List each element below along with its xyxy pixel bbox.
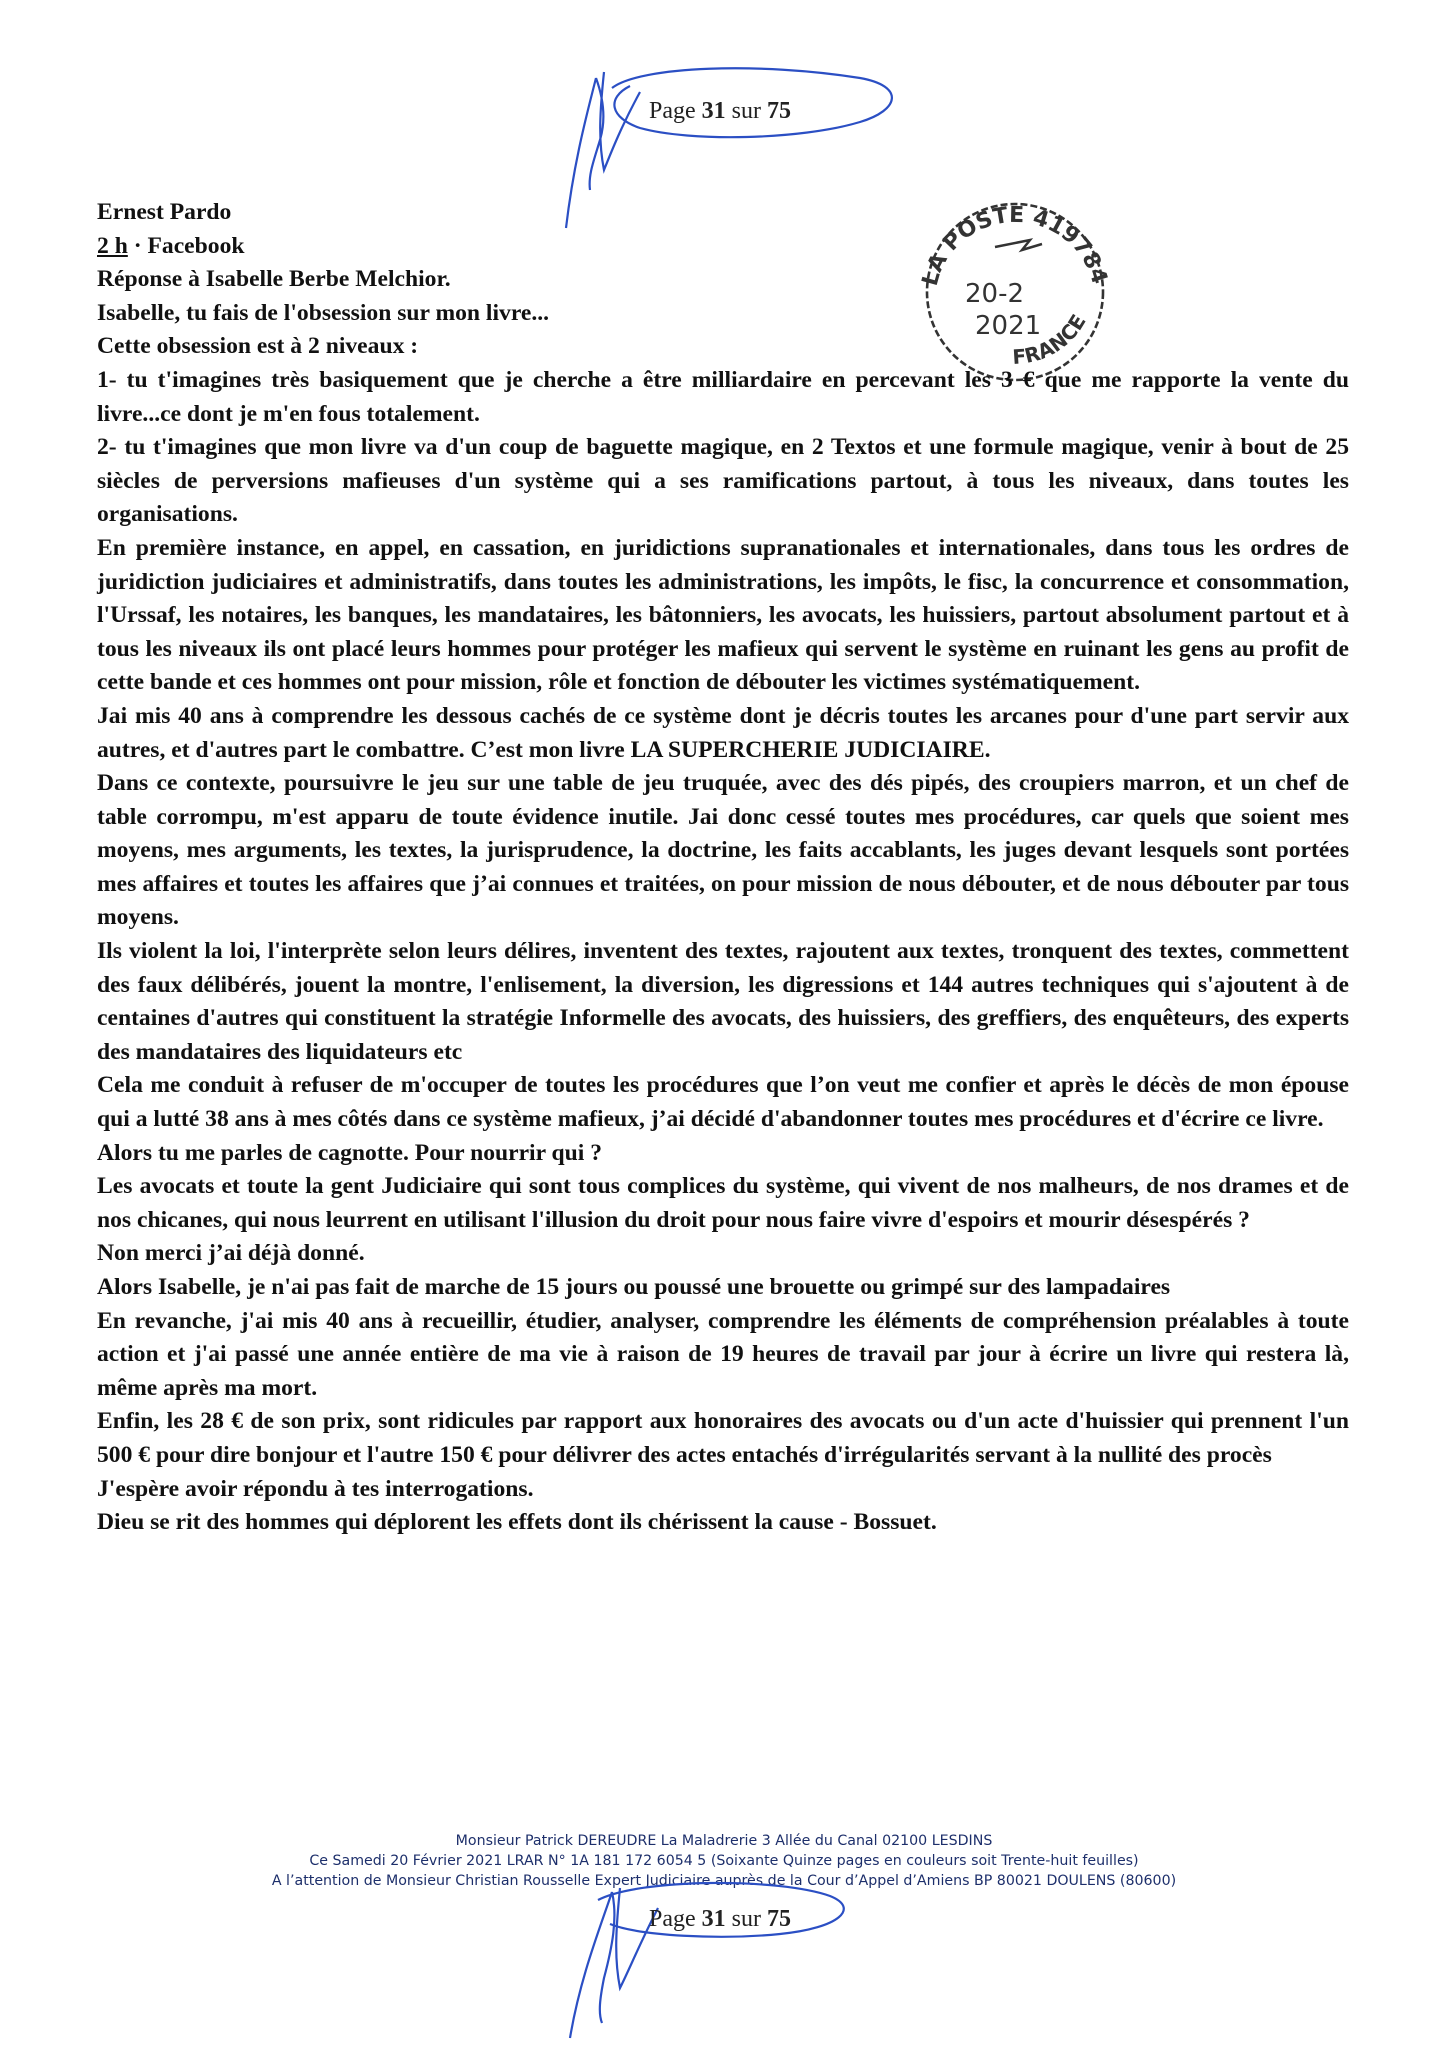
- paragraph: Alors Isabelle, je n'ai pas fait de marche de 15 jours ou poussé une brouette ou grimpé sur des lampadaires: [97, 1274, 1171, 1300]
- text-line: J'espère avoir répondu à tes interrogations.: [97, 1475, 534, 1502]
- stamp-date-year: 2021: [975, 311, 1042, 341]
- paragraph: Ils violent la loi, l'interprète selon leurs délires, inventent des textes, rajoutent aux textes, tronquent des textes, commettent des faux délibérés, jouent la montre, l'enlisement, la diversion, les digressions et 144 autres techniques qui s'ajoutent à de centaines d'autres qui constituent la stratégie Informelle des avocats, des huissiers, des greffiers, des enquêteurs, des experts des mandataires des liquidateurs etc: [97, 938, 1349, 1065]
- handwritten-initials-bottom: [0, 1848, 1448, 2048]
- text-line: Cette obsession est à 2 niveaux :: [97, 333, 419, 360]
- facebook-post-text: [97, 196, 1349, 1540]
- paragraph: Enfin, les 28 € de son prix, sont ridicules par rapport aux honoraires des avocats ou d'un acte d'huissier qui prennent l'un 500 € pour dire bonjour et l'autre 150 € pour délivrer des actes entachés d'irrégularités servant à la nullité des procès: [97, 1408, 1349, 1468]
- post-author: Ernest Pardo: [97, 199, 232, 225]
- footer-recipient: A l’attention de Monsieur Christian Rousselle Expert Judiciaire auprès de la Cour d’Appel d’Amiens BP 80021 DOULENS (80600): [271, 1873, 1177, 1889]
- paragraph: 2- tu t'imagines que mon livre va d'un coup de baguette magique, en 2 Textos et une formule magique, venir à bout de 25 siècles de perversions mafieuses d'un système qui a ses ramifications partout, à tous les niveaux, dans toutes les organisations.: [97, 434, 1349, 528]
- page-number-header: Page 31 sur 75: [649, 98, 791, 124]
- stamp-date-day: 20-2: [965, 279, 1025, 309]
- svg-text:FRANCE: FRANCE: [1011, 310, 1091, 369]
- paragraph: En revanche, j'ai mis 40 ans à recueillir, étudier, analyser, comprendre les éléments de compréhension préalables à toute action et j'ai passé une année entière de ma vie à raison de 19 heures de travail par jour à écrire un livre qui restera là, même après ma mort.: [97, 1307, 1349, 1401]
- paragraph: Les avocats et toute la gent Judiciaire qui sont tous complices du système, qui vivent de nos malheurs, de nos drames et de nos chicanes, qui nous leurrent en utilisant l'illusion du droit pour nous faire vivre d'espoirs et mourir désespérés ?: [97, 1173, 1349, 1233]
- text-line: Isabelle, tu fais de l'obsession sur mon livre...: [97, 299, 550, 326]
- paragraph: 1- tu t'imagines très basiquement que je cherche a être milliardaire en percevant les 3 € que me rapporte la vente du livre...ce dont je m'en fous totalement.: [97, 366, 1349, 427]
- reply-to-line: Réponse à Isabelle Berbe Melchior.: [97, 266, 451, 293]
- text-line: Non merci j’ai déjà donné.: [97, 1240, 365, 1267]
- svg-text:LA POSTE 419784: LA POSTE 419784: [917, 202, 1112, 289]
- post-source: · Facebook: [127, 232, 245, 259]
- closing-quote: Dieu se rit des hommes qui déplorent les effets dont ils chérissent la cause - Bossuet.: [97, 1509, 937, 1536]
- page-number-footer: Page 31 sur 75: [649, 1906, 791, 1932]
- post-meta: [97, 230, 1349, 264]
- text-line: Alors tu me parles de cagnotte. Pour nourrir qui ?: [97, 1139, 603, 1166]
- paragraph: Cela me conduit à refuser de m'occuper de toutes les procédures que l’on veut me confier et après le décès de mon épouse qui a lutté 38 ans à mes côtés dans ce système mafieux, j’ai décidé d'abandonner toutes mes procédures et d'écrire ce livre.: [97, 1072, 1349, 1133]
- footer-mailing-info: Ce Samedi 20 Février 2021 LRAR N° 1A 181 172 6054 5 (Soixante Quinze pages en couleurs soit Trente-huit feuilles): [309, 1853, 1139, 1869]
- footer-sender: Monsieur Patrick DEREUDRE La Maladrerie 3 Allée du Canal 02100 LESDINS: [455, 1833, 993, 1849]
- paragraph: En première instance, en appel, en cassation, en juridictions supranationales et internationales, dans tous les ordres de juridiction judiciaires et administratifs, dans toutes les administrations, les impôts, le fisc, la concurrence et consommation, l'Urssaf, les notaires, les banques, les mandataires, les bâtonniers, les avocats, les huissiers, partout absolument partout et à tous les niveaux ils ont placé leurs hommes pour protéger les mafieux qui servent le système en ruinant les gens au profit de cette bande et ces hommes ont pour mission, rôle et fonction de débouter les victimes systématiquement.: [97, 534, 1349, 696]
- paragraph: Dans ce contexte, poursuivre le jeu sur une table de jeu truquée, avec des dés pipés, des croupiers marron, et un chef de table corrompu, m'est apparu de toute évidence inutile. Jai donc cessé toutes mes procédures, car quels que soient mes moyens, mes arguments, les textes, la jurisprudence, la doctrine, les faits accablants, les juges devant lesquels sont portées mes affaires et toutes les affaires que j’ai connues et traitées, on pour mission de nous débouter, et de nous débouter par tous moyens.: [97, 770, 1349, 931]
- post-time-link[interactable]: 2 h: [97, 232, 128, 259]
- paragraph: Jai mis 40 ans à comprendre les dessous cachés de ce système dont je décris toutes les arcanes pour d'une part servir aux autres, et d'autres part le combattre. C’est mon livre LA SUPERCHERIE JUDICIAIRE.: [97, 702, 1349, 763]
